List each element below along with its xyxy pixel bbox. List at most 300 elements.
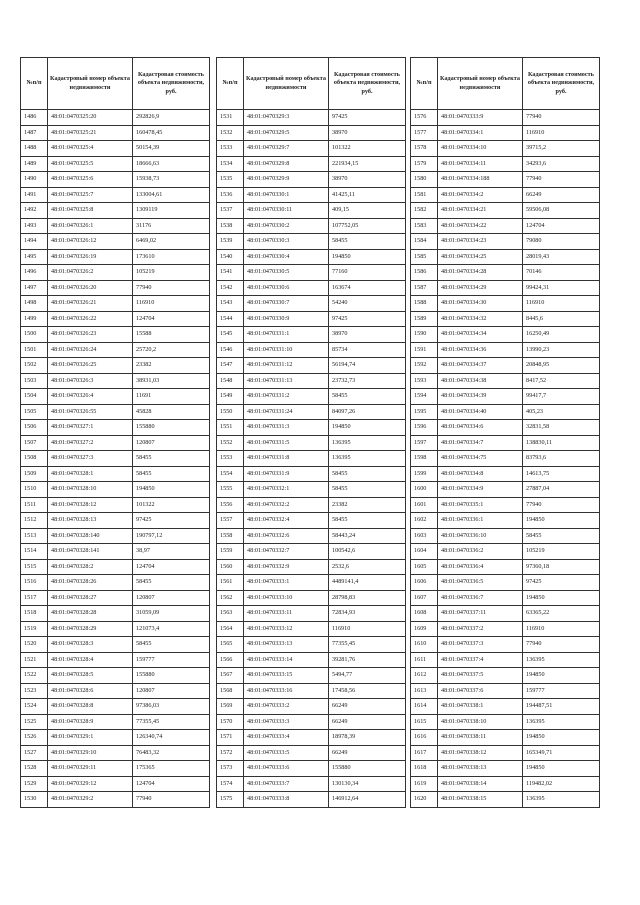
table-row [21,327,210,343]
cadastral-cost-cell: 160478,45 [133,125,210,141]
row-number-cell: 1499 [21,311,48,327]
table-row [411,497,600,513]
row-number-cell: 1597 [411,435,438,451]
cadastral-cost-cell: 194850 [133,482,210,498]
cadastral-cost-cell: 97425 [523,575,600,591]
table-row [21,296,210,312]
cadastral-cost-cell: 58455 [329,389,406,405]
row-number-cell: 1573 [217,761,244,777]
cadastral-number-cell: 48:01:0470333:5 [244,745,329,761]
cadastral-number-cell: 48:01:0470333:8 [244,792,329,808]
cadastral-number-cell: 48:01:0470329:12 [48,776,133,792]
row-number-cell: 1593 [411,373,438,389]
table-row [411,420,600,436]
row-number-cell: 1506 [21,420,48,436]
row-number-cell: 1552 [217,435,244,451]
cadastral-number-cell: 48:01:0470334:23 [438,234,523,250]
cadastral-number-cell: 48:01:0470331:9 [244,466,329,482]
cadastral-number-cell: 48:01:0470335:1 [438,497,523,513]
cadastral-number-cell: 48:01:0470334:28 [438,265,523,281]
cadastral-number-cell: 48:01:0470332:6 [244,528,329,544]
table-row [217,280,406,296]
cadastral-cost-cell: 124704 [133,776,210,792]
cadastral-cost-cell: 38970 [329,125,406,141]
row-number-cell: 1576 [411,110,438,126]
cadastral-cost-cell: 120807 [133,683,210,699]
cadastral-number-cell: 48:01:0470326:21 [48,296,133,312]
cadastral-cost-cell: 77940 [523,110,600,126]
row-number-cell: 1618 [411,761,438,777]
table-row [21,389,210,405]
column-header-cadastral-cost: Кадастровая стоимость объекта недвижимости, руб. [523,58,600,110]
cadastral-number-cell: 48:01:0470328:5 [48,668,133,684]
table-row [217,373,406,389]
cadastral-cost-cell: 292826,9 [133,110,210,126]
row-number-cell: 1516 [21,575,48,591]
cadastral-number-cell: 48:01:0470337:6 [438,683,523,699]
row-number-cell: 1598 [411,451,438,467]
cadastral-cost-cell: 101322 [133,497,210,513]
cadastral-cost-cell: 119482,02 [523,776,600,792]
cadastral-number-cell: 48:01:0470326:12 [48,234,133,250]
row-number-cell: 1595 [411,404,438,420]
cadastral-number-cell: 48:01:0470334:1 [438,125,523,141]
table-row [21,559,210,575]
table-row [21,342,210,358]
cadastral-cost-cell: 173610 [133,249,210,265]
row-number-cell: 1586 [411,265,438,281]
cadastral-number-cell: 48:01:0470338:14 [438,776,523,792]
cadastral-cost-cell: 72834,93 [329,606,406,622]
table-row [411,265,600,281]
table-row [21,745,210,761]
row-number-cell: 1522 [21,668,48,684]
cadastral-number-cell: 48:01:0470326:23 [48,327,133,343]
table-row [21,621,210,637]
table-row [411,389,600,405]
cadastral-cost-cell: 58443,24 [329,528,406,544]
cadastral-cost-cell: 163674 [329,280,406,296]
cadastral-cost-cell: 83793,6 [523,451,600,467]
table-row [411,187,600,203]
cadastral-number-cell: 48:01:0470334:34 [438,327,523,343]
row-number-cell: 1528 [21,761,48,777]
row-number-cell: 1569 [217,699,244,715]
row-number-cell: 1515 [21,559,48,575]
row-number-cell: 1615 [411,714,438,730]
row-number-cell: 1567 [217,668,244,684]
table-row [411,637,600,653]
table-row [411,280,600,296]
row-number-cell: 1544 [217,311,244,327]
table-row [411,234,600,250]
cadastral-cost-cell: 20848,95 [523,358,600,374]
cadastral-cost-cell: 121073,4 [133,621,210,637]
row-number-cell: 1570 [217,714,244,730]
cadastral-table-2 [216,57,406,808]
row-number-cell: 1607 [411,590,438,606]
cadastral-number-cell: 48:01:0470333:7 [244,776,329,792]
table-row [411,141,600,157]
cadastral-cost-cell: 6469,02 [133,234,210,250]
cadastral-number-cell: 48:01:0470337:4 [438,652,523,668]
row-number-cell: 1532 [217,125,244,141]
table-row [411,249,600,265]
cadastral-cost-cell: 409,15 [329,203,406,219]
table-row [21,218,210,234]
table-row [411,513,600,529]
cadastral-number-cell: 48:01:0470325:7 [48,187,133,203]
cadastral-number-cell: 48:01:0470328:12 [48,497,133,513]
cadastral-number-cell: 48:01:0470330:9 [244,311,329,327]
row-number-cell: 1500 [21,327,48,343]
cadastral-number-cell: 48:01:0470326:55 [48,404,133,420]
row-number-cell: 1512 [21,513,48,529]
table-row [217,699,406,715]
row-number-cell: 1527 [21,745,48,761]
cadastral-number-cell: 48:01:0470334:188 [438,172,523,188]
column-header-cadastral-number: Кадастровый номер объекта недвижимости [48,58,133,110]
table-row [217,761,406,777]
cadastral-number-cell: 48:01:0470328:10 [48,482,133,498]
row-number-cell: 1504 [21,389,48,405]
row-number-cell: 1498 [21,296,48,312]
cadastral-cost-cell: 136395 [329,451,406,467]
table-row [21,203,210,219]
cadastral-number-cell: 48:01:0470334:30 [438,296,523,312]
cadastral-number-cell: 48:01:0470334:9 [438,482,523,498]
table-row [217,776,406,792]
row-number-cell: 1557 [217,513,244,529]
cadastral-number-cell: 48:01:0470328:27 [48,590,133,606]
row-number-cell: 1604 [411,544,438,560]
cadastral-number-cell: 48:01:0470331:24 [244,404,329,420]
cadastral-cost-cell: 97425 [329,110,406,126]
cadastral-number-cell: 48:01:0470334:75 [438,451,523,467]
cadastral-cost-cell: 39281,76 [329,652,406,668]
row-number-cell: 1521 [21,652,48,668]
row-number-cell: 1574 [217,776,244,792]
table-row [21,730,210,746]
table-row [411,761,600,777]
table-row [411,792,600,808]
table-row [217,668,406,684]
row-number-cell: 1563 [217,606,244,622]
cadastral-number-cell: 48:01:0470334:40 [438,404,523,420]
cadastral-cost-cell: 194850 [523,730,600,746]
cadastral-cost-cell: 76483,32 [133,745,210,761]
column-header-cadastral-cost: Кадастровая стоимость объекта недвижимости, руб. [133,58,210,110]
cadastral-cost-cell: 133004,61 [133,187,210,203]
cadastral-number-cell: 48:01:0470328:26 [48,575,133,591]
table-row [411,172,600,188]
cadastral-cost-cell: 50154,39 [133,141,210,157]
row-number-cell: 1578 [411,141,438,157]
cadastral-cost-cell: 97360,18 [523,559,600,575]
row-number-cell: 1494 [21,234,48,250]
cadastral-number-cell: 48:01:0470334:7 [438,435,523,451]
cadastral-cost-cell: 34293,6 [523,156,600,172]
cadastral-number-cell: 48:01:0470334:8 [438,466,523,482]
cadastral-cost-cell: 58455 [133,451,210,467]
table-row [217,187,406,203]
cadastral-number-cell: 48:01:0470332:2 [244,497,329,513]
cadastral-number-cell: 48:01:0470334:39 [438,389,523,405]
cadastral-number-cell: 48:01:0470332:9 [244,559,329,575]
cadastral-cost-cell: 28019,43 [523,249,600,265]
cadastral-cost-cell: 4489141,4 [329,575,406,591]
cadastral-cost-cell: 23382 [133,358,210,374]
table-row [217,590,406,606]
cadastral-number-cell: 48:01:0470331:1 [244,327,329,343]
cadastral-number-cell: 48:01:0470337:11 [438,606,523,622]
row-number-cell: 1548 [217,373,244,389]
cadastral-number-cell: 48:01:0470330:3 [244,234,329,250]
cadastral-cost-cell: 58455 [329,234,406,250]
cadastral-cost-cell: 31059,09 [133,606,210,622]
cadastral-number-cell: 48:01:0470333:12 [244,621,329,637]
cadastral-number-cell: 48:01:0470334:36 [438,342,523,358]
table-row [21,451,210,467]
column-header-number: №п/п [217,58,244,110]
cadastral-number-cell: 48:01:0470326:3 [48,373,133,389]
table-row [217,497,406,513]
cadastral-number-cell: 48:01:0470333:10 [244,590,329,606]
row-number-cell: 1581 [411,187,438,203]
cadastral-number-cell: 48:01:0470336:2 [438,544,523,560]
row-number-cell: 1620 [411,792,438,808]
cadastral-number-cell: 48:01:0470333:6 [244,761,329,777]
table-row [217,730,406,746]
row-number-cell: 1617 [411,745,438,761]
cadastral-cost-cell: 136395 [523,792,600,808]
row-number-cell: 1507 [21,435,48,451]
table-row [21,172,210,188]
cadastral-number-cell: 48:01:0470336:1 [438,513,523,529]
cadastral-cost-cell: 23382 [329,497,406,513]
cadastral-cost-cell: 77355,45 [133,714,210,730]
row-number-cell: 1519 [21,621,48,637]
table-row [217,652,406,668]
table-row [21,141,210,157]
row-number-cell: 1509 [21,466,48,482]
row-number-cell: 1608 [411,606,438,622]
row-number-cell: 1546 [217,342,244,358]
table-row [217,249,406,265]
table-row [411,683,600,699]
cadastral-cost-cell: 58455 [329,466,406,482]
row-number-cell: 1560 [217,559,244,575]
row-number-cell: 1616 [411,730,438,746]
table-row [411,156,600,172]
column-header-cadastral-number: Кадастровый номер объекта недвижимости [244,58,329,110]
cadastral-cost-cell: 116910 [523,125,600,141]
cadastral-cost-cell: 77940 [133,792,210,808]
cadastral-cost-cell: 194850 [523,761,600,777]
table-row [21,311,210,327]
table-row [411,621,600,637]
cadastral-cost-cell: 155880 [329,761,406,777]
row-number-cell: 1550 [217,404,244,420]
cadastral-cost-cell: 25720,2 [133,342,210,358]
row-number-cell: 1537 [217,203,244,219]
table-row [21,637,210,653]
cadastral-cost-cell: 45828 [133,404,210,420]
cadastral-cost-cell: 18666,63 [133,156,210,172]
cadastral-cost-cell: 136395 [523,652,600,668]
row-number-cell: 1534 [217,156,244,172]
cadastral-cost-cell: 124704 [523,218,600,234]
cadastral-number-cell: 48:01:0470334:29 [438,280,523,296]
row-number-cell: 1602 [411,513,438,529]
cadastral-number-cell: 48:01:0470326:24 [48,342,133,358]
cadastral-cost-cell: 41425,11 [329,187,406,203]
row-number-cell: 1545 [217,327,244,343]
row-number-cell: 1592 [411,358,438,374]
table-row [411,451,600,467]
table-row [411,358,600,374]
table-row [411,435,600,451]
cadastral-table-3 [410,57,600,808]
row-number-cell: 1529 [21,776,48,792]
cadastral-cost-cell: 155880 [133,668,210,684]
cadastral-cost-cell: 77355,45 [329,637,406,653]
row-number-cell: 1547 [217,358,244,374]
table-row [21,280,210,296]
row-number-cell: 1559 [217,544,244,560]
cadastral-cost-cell: 405,23 [523,404,600,420]
table-row [21,606,210,622]
cadastral-number-cell: 48:01:0470329:9 [244,172,329,188]
table-row [411,373,600,389]
table-row [21,466,210,482]
row-number-cell: 1539 [217,234,244,250]
table-row [21,668,210,684]
table-row [217,559,406,575]
cadastral-cost-cell: 15938,73 [133,172,210,188]
column-header-number: №п/п [411,58,438,110]
cadastral-cost-cell: 136395 [523,714,600,730]
table-row [411,311,600,327]
cadastral-number-cell: 48:01:0470325:8 [48,203,133,219]
table-row [21,265,210,281]
row-number-cell: 1542 [217,280,244,296]
cadastral-cost-cell: 28798,83 [329,590,406,606]
row-number-cell: 1538 [217,218,244,234]
row-number-cell: 1553 [217,451,244,467]
cadastral-cost-cell: 58455 [133,637,210,653]
cadastral-cost-cell: 120807 [133,435,210,451]
cadastral-cost-cell: 58455 [523,528,600,544]
table-row [21,125,210,141]
table-row [411,575,600,591]
cadastral-number-cell: 48:01:0470333:2 [244,699,329,715]
cadastral-number-cell: 48:01:0470331:5 [244,435,329,451]
cadastral-cost-cell: 66249 [523,187,600,203]
cadastral-number-cell: 48:01:0470337:2 [438,621,523,637]
cadastral-number-cell: 48:01:0470329:5 [244,125,329,141]
cadastral-number-cell: 48:01:0470330:6 [244,280,329,296]
cadastral-number-cell: 48:01:0470334:11 [438,156,523,172]
row-number-cell: 1594 [411,389,438,405]
row-number-cell: 1582 [411,203,438,219]
cadastral-number-cell: 48:01:0470325:21 [48,125,133,141]
cadastral-cost-cell: 1309119 [133,203,210,219]
table-row [21,575,210,591]
cadastral-cost-cell: 31176 [133,218,210,234]
row-number-cell: 1487 [21,125,48,141]
row-number-cell: 1514 [21,544,48,560]
cadastral-number-cell: 48:01:0470328:9 [48,714,133,730]
cadastral-cost-cell: 194850 [523,513,600,529]
row-number-cell: 1619 [411,776,438,792]
cadastral-cost-cell: 2532,6 [329,559,406,575]
row-number-cell: 1513 [21,528,48,544]
row-number-cell: 1489 [21,156,48,172]
table-row [411,745,600,761]
row-number-cell: 1571 [217,730,244,746]
cadastral-number-cell: 48:01:0470326:1 [48,218,133,234]
cadastral-number-cell: 48:01:0470334:37 [438,358,523,374]
cadastral-cost-cell: 13990,23 [523,342,600,358]
cadastral-number-cell: 48:01:0470333:3 [244,714,329,730]
cadastral-number-cell: 48:01:0470330:4 [244,249,329,265]
cadastral-number-cell: 48:01:0470331:13 [244,373,329,389]
cadastral-cost-cell: 77940 [523,497,600,513]
table-row [217,451,406,467]
row-number-cell: 1491 [21,187,48,203]
column-header-cadastral-number: Кадастровый номер объекта недвижимости [438,58,523,110]
row-number-cell: 1601 [411,497,438,513]
cadastral-cost-cell: 105219 [523,544,600,560]
row-number-cell: 1543 [217,296,244,312]
cadastral-number-cell: 48:01:0470330:7 [244,296,329,312]
row-number-cell: 1575 [217,792,244,808]
cadastral-cost-cell: 32831,58 [523,420,600,436]
cadastral-cost-cell: 97425 [133,513,210,529]
table-row [21,497,210,513]
cadastral-number-cell: 48:01:0470328:6 [48,683,133,699]
table-row [217,683,406,699]
row-number-cell: 1556 [217,497,244,513]
row-number-cell: 1503 [21,373,48,389]
row-number-cell: 1562 [217,590,244,606]
row-number-cell: 1558 [217,528,244,544]
cadastral-cost-cell: 58455 [329,482,406,498]
row-number-cell: 1530 [21,792,48,808]
cadastral-cost-cell: 97425 [329,311,406,327]
table-row [21,699,210,715]
row-number-cell: 1510 [21,482,48,498]
cadastral-cost-cell: 124704 [133,311,210,327]
cadastral-cost-cell: 100542,6 [329,544,406,560]
row-number-cell: 1579 [411,156,438,172]
table-row [21,513,210,529]
cadastral-cost-cell: 77940 [523,172,600,188]
cadastral-cost-cell: 8445,6 [523,311,600,327]
row-number-cell: 1508 [21,451,48,467]
cadastral-cost-cell: 38970 [329,327,406,343]
table-row [217,141,406,157]
table-row [21,683,210,699]
row-number-cell: 1518 [21,606,48,622]
table-row [217,575,406,591]
cadastral-cost-cell: 124704 [133,559,210,575]
row-number-cell: 1501 [21,342,48,358]
cadastral-number-cell: 48:01:0470334:38 [438,373,523,389]
table-row [21,761,210,777]
row-number-cell: 1490 [21,172,48,188]
